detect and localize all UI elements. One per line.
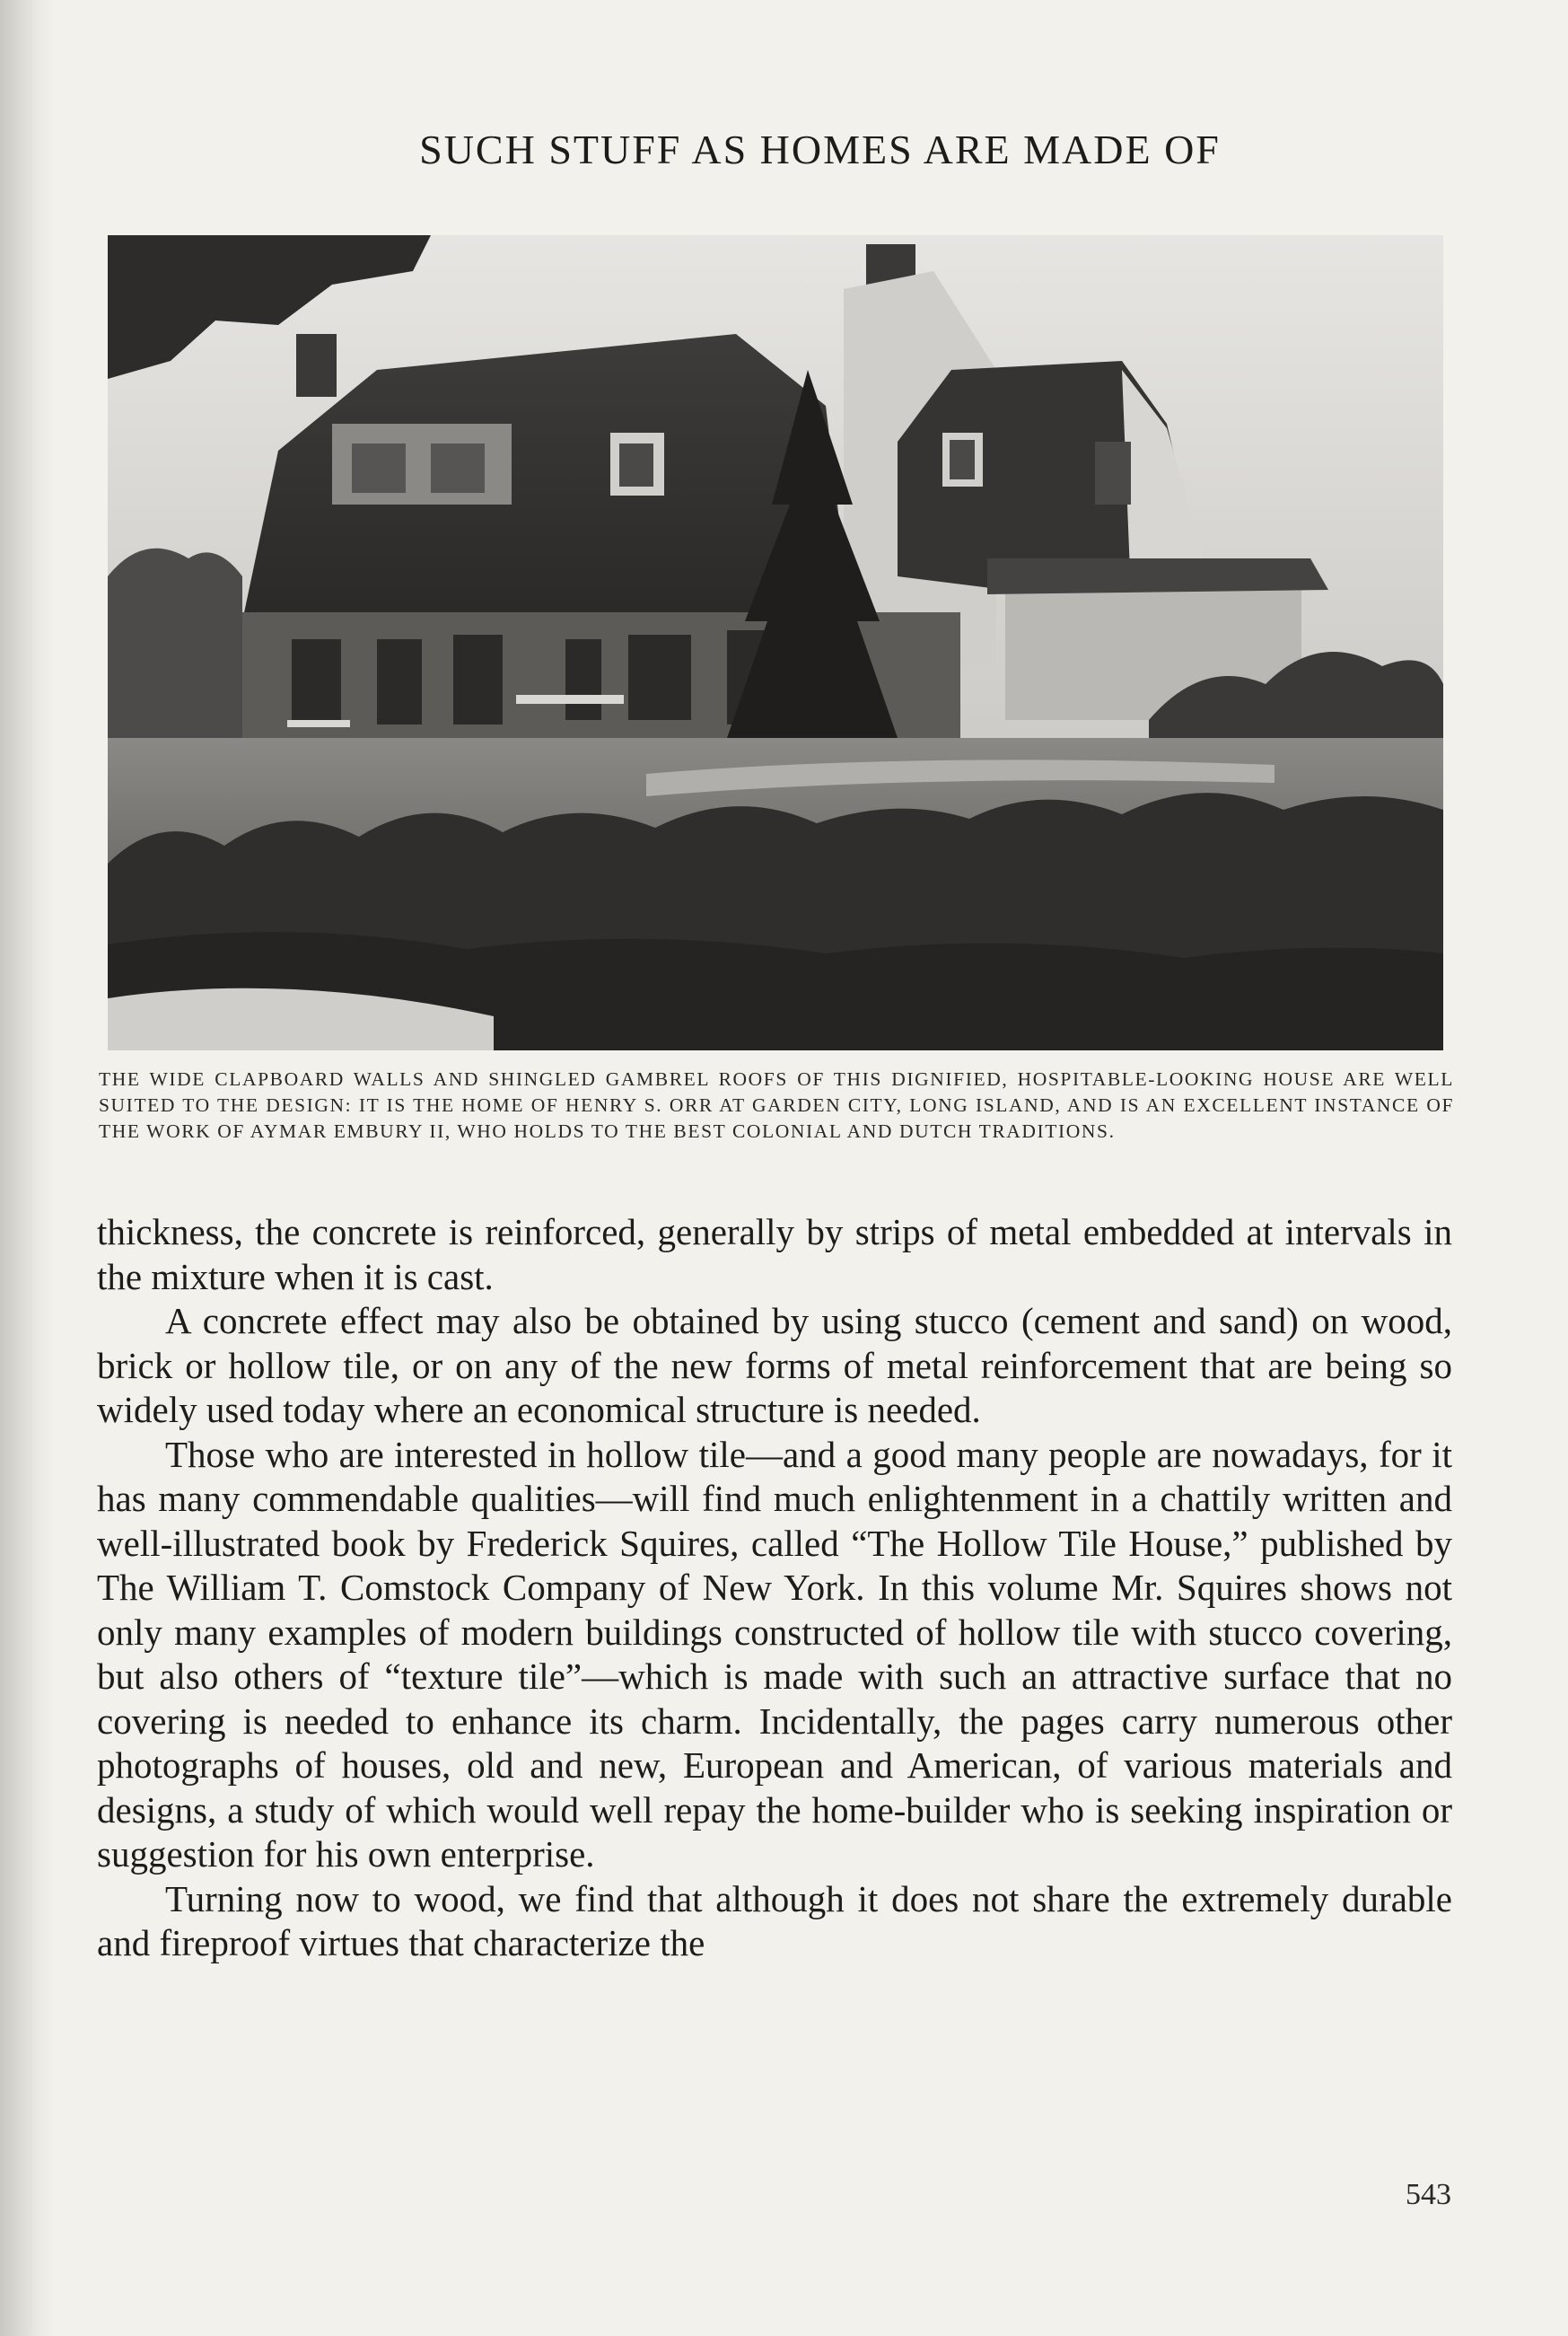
body-paragraph: Turning now to wood, we find that although it does not share the extremely durable and fireproof virtues that characterize the [97,1877,1452,1963]
house-photograph [108,235,1443,1050]
page-title: SUCH STUFF AS HOMES ARE MADE OF [419,127,1221,172]
page-number: 543 [1406,2178,1451,2211]
photo-caption: THE WIDE CLAPBOARD WALLS AND SHINGLED GAMBREL ROOFS OF THIS DIGNIFIED, HOSPITABLE-LOOKING HOUSE ARE WELL SUITED TO THE DESIGN: IT IS THE HOME OF HENRY S. ORR AT GARDEN CITY, LONG ISLAND, AND IS AN EXCELLENT INSTANCE OF THE WORK OF AYMAR EMBURY II, WHO HOLDS TO THE BEST COLONIAL AND DUTCH TRADITIONS. [99,1068,1454,1142]
body-paragraph: Those who are interested in hollow tile—and a good many people are nowadays, for it has many commendable qualities—will find much enlightenment in a chattily written and well-illustrated book by Frederick Squires, called “The Hollow Tile House,” published by The William T. Comstock Company of New York. In this volume Mr. Squires shows not only many examples of modern buildings constructed of hollow tile with stucco covering, but also others of “texture tile”—which is made with such an attractive surface that no covering is needed to enhance its charm. Incidentally, the pages carry numerous other photographs of houses, old and new, European and American, of various materials and designs, a study of which would well repay the home-builder who is seeking inspiration or suggestion for his own enterprise. [97,1433,1452,1875]
page-gutter-shadow [0,0,54,2336]
body-paragraph: thickness, the concrete is reinforced, generally by strips of metal embedded at intervals in the mixture when it is cast. [97,1211,1452,1297]
article-body [97,1210,1452,1966]
body-paragraph: A concrete effect may also be obtained by using stucco (cement and sand) on wood, brick or hollow tile, or on any of the new forms of metal reinforcement that are being so widely used today where an economical structure is needed. [97,1300,1452,1430]
